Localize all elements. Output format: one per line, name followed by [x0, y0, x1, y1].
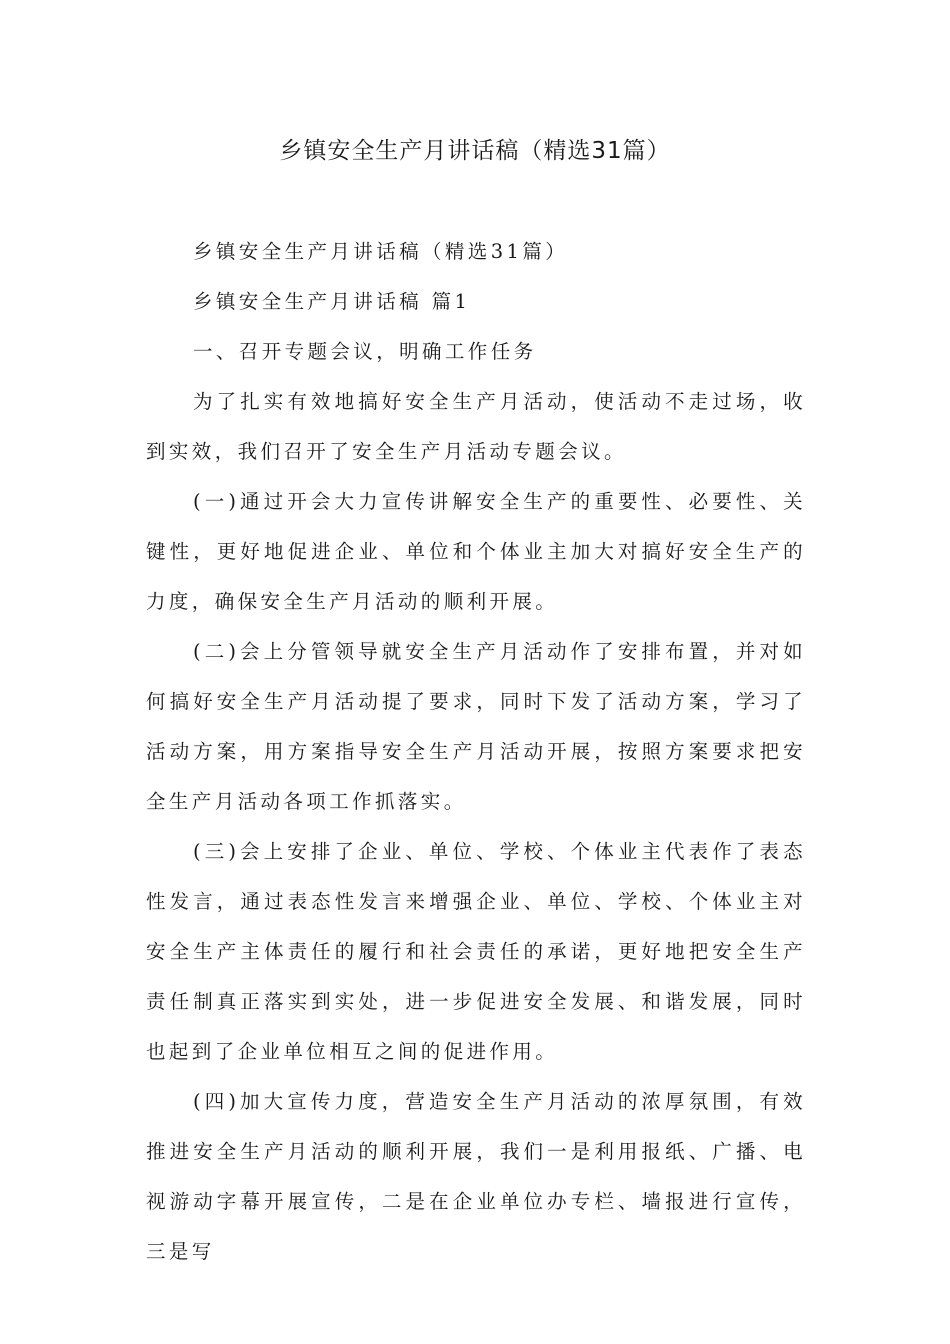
- paragraph: 为了扎实有效地搞好安全生产月活动，使活动不走过场，收到实效，我们召开了安全生产月活动专题会议。: [146, 390, 806, 463]
- paragraph: (一)通过开会大力宣传讲解安全生产的重要性、必要性、关键性，更好地促进企业、单位和个体业主加大对搞好安全生产的力度，确保安全生产月活动的顺利开展。: [146, 490, 806, 613]
- paragraph-heading-1: 一、召开专题会议，明确工作任务: [193, 340, 537, 363]
- document-title: 乡镇安全生产月讲话稿（精选31篇）: [279, 138, 671, 164]
- document-body: [146, 227, 806, 1277]
- paragraph: (三)会上安排了企业、单位、学校、个体业主代表作了表态性发言，通过表态性发言来增强企业、单位、学校、个体业主对安全生产主体责任的履行和社会责任的承诺，更好地把安全生产责任制真正落实到实处，进一步促进安全发展、和谐发展，同时也起到了企业单位相互之间的促进作用。: [146, 840, 806, 1063]
- paragraph-subtitle: 乡镇安全生产月讲话稿（精选31篇）: [193, 240, 569, 263]
- paragraph-section-heading: 乡镇安全生产月讲话稿 篇1: [193, 290, 471, 313]
- paragraph: (二)会上分管领导就安全生产月活动作了安排布置，并对如何搞好安全生产月活动提了要求，同时下发了活动方案，学习了活动方案，用方案指导安全生产月活动开展，按照方案要求把安全生产月活动各项工作抓落实。: [146, 640, 806, 813]
- paragraph: (四)加大宣传力度，营造安全生产月活动的浓厚氛围，有效推进安全生产月活动的顺利开展，我们一是利用报纸、广播、电视游动字幕开展宣传，二是在企业单位办专栏、墙报进行宣传，三是写: [146, 1090, 806, 1263]
